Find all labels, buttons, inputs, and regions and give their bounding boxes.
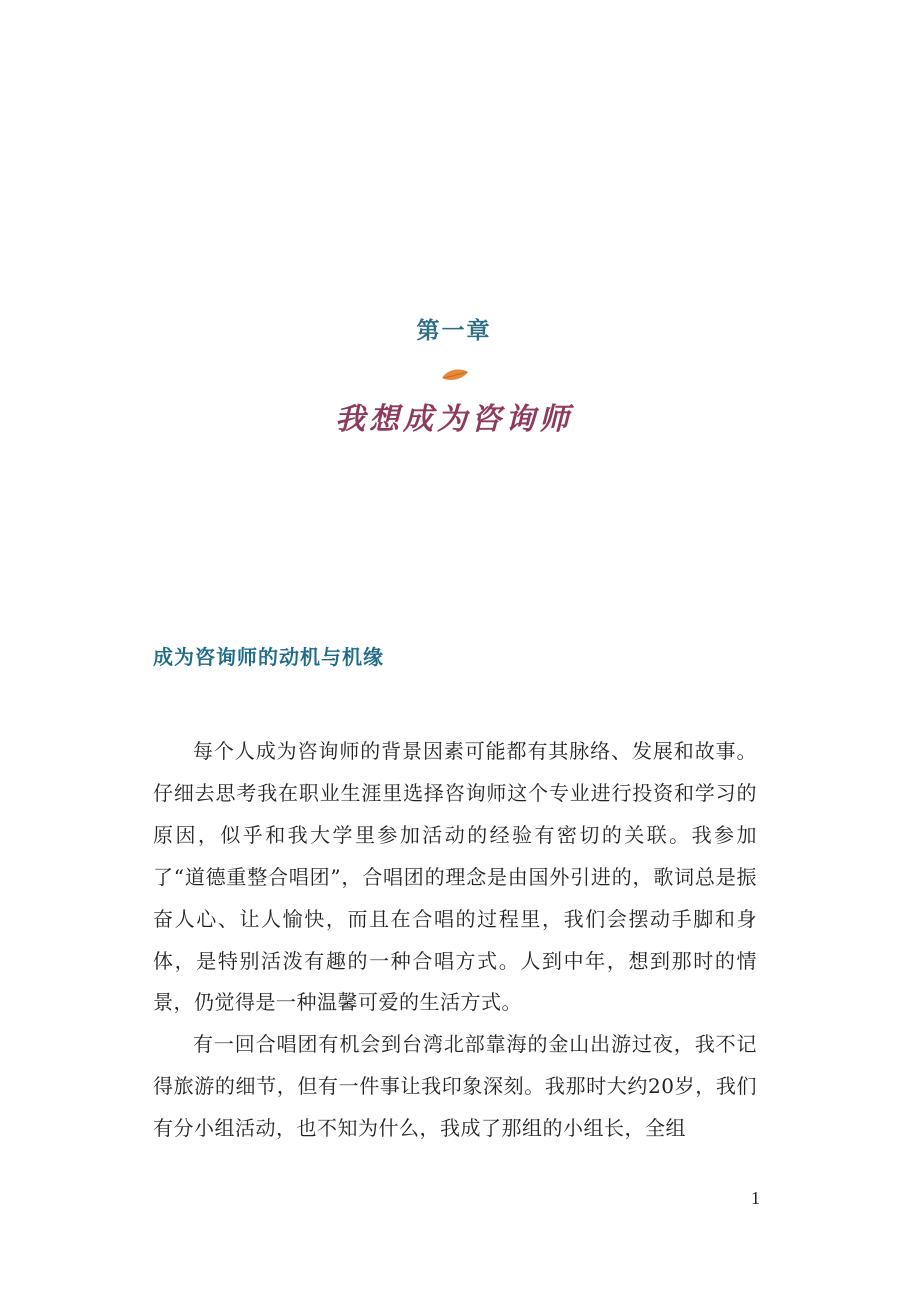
chapter-label: 第一章: [416, 318, 492, 344]
page-number: 1: [751, 1188, 760, 1208]
paragraph: 每个人成为咨询师的背景因素可能都有其脉络、发展和故事。仔细去思考我在职业生涯里选择咨询师这个专业进行投资和学习的原因，似乎和我大学里参加活动的经验有密切的关联。我参加了“道德重整合唱团”，合唱团的理念是由国外引进的，歌词总是振奋人心、让人愉快，而且在合唱的过程里，我们会摆动手脚和身体，是特别活泼有趣的一种合唱方式。人到中年，想到那时的情景，仍觉得是一种温馨可爱的生活方式。: [153, 739, 757, 1015]
body-text: [153, 731, 757, 1150]
section-heading: 成为咨询师的动机与机缘: [153, 645, 384, 669]
chapter-title: 我想成为咨询师: [335, 402, 573, 437]
leaf-icon: [440, 366, 470, 386]
paragraph: 有一回合唱团有机会到台湾北部靠海的金山出游过夜，我不记得旅游的细节，但有一件事让我印象深刻。我那时大约20岁，我们有分小组活动，也不知为什么，我成了那组的小组长，全组: [153, 1032, 757, 1141]
